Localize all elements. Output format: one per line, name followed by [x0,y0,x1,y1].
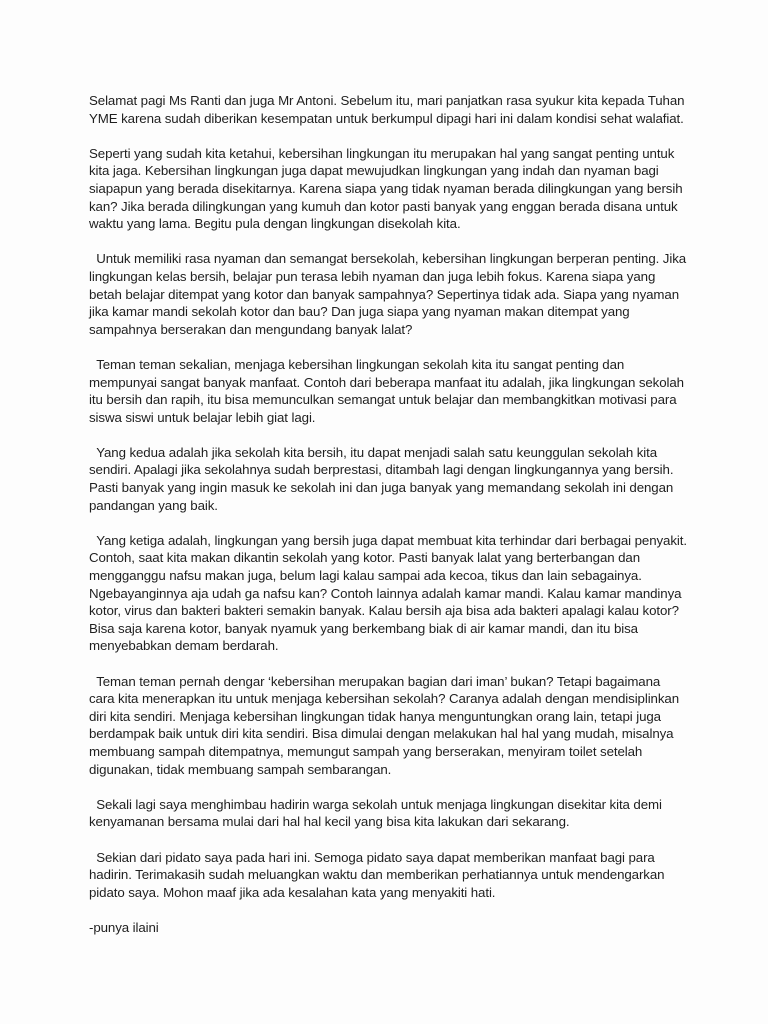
paragraph-benefit-one: Teman teman sekalian, menjaga kebersihan lingkungan sekolah kita itu sangat penting dan mempunyai sangat banyak manfaat. Contoh dari beberapa manfaat itu adalah, jika lingkungan sekolah itu bersih dan rapih, itu bisa memunculkan semangat untuk belajar dan membangkitkan motivasi para siswa siswi untuk belajar lebih giat lagi. [89,356,688,425]
author-signature: -punya ilaini [89,919,159,935]
paragraph-benefit-three: Yang ketiga adalah, lingkungan yang bersih juga dapat membuat kita terhindar dari berbagai penyakit. Contoh, saat kita makan dikantin sekolah yang kotor. Pasti banyak lalat yang berterbangan dan mengganggu nafsu makan juga, belum lagi kalau sampai ada kecoa, tikus dan lain sebagainya. Ngebayanginnya aja udah ga nafsu kan? Contoh lainnya adalah kamar mandi. Kalau kamar mandinya kotor, virus dan bakteri bakteri semakin banyak. Kalau bersih aja bisa ada bakteri apalagi kalau kotor? Bisa saja karena kotor, banyak nyamuk yang berkembang biak di air kamar mandi, dan itu bisa menyebabkan demam berdarah. [89,532,691,654]
paragraph-benefit-two: Yang kedua adalah jika sekolah kita bersih, itu dapat menjadi salah satu keunggulan sekolah kita sendiri. Apalagi jika sekolahnya sudah berprestasi, ditambah lagi dengan lingkungannya yang bersih. Pasti banyak yang ingin masuk ke sekolah ini dan juga banyak yang memandang sekolah ini dengan pandangan yang baik. [89,444,678,513]
paragraph-comfort: Untuk memiliki rasa nyaman dan semangat bersekolah, kebersihan lingkungan berperan penting. Jika lingkungan kelas bersih, belajar pun terasa lebih nyaman dan juga lebih fokus. Karena siapa yang betah belajar ditempat yang kotor dan banyak sampahnya? Sepertinya tidak ada. Siapa yang nyaman jika kamar mandi sekolah kotor dan bau? Dan juga siapa yang nyaman makan ditempat yang sampahnya berserakan dan mengundang banyak lalat? [89,251,690,337]
paragraph-intro: Seperti yang sudah kita ketahui, kebersihan lingkungan itu merupakan hal yang sangat penting untuk kita jaga. Kebersihan lingkungan juga dapat mewujudkan lingkungan yang indah dan nyaman bagi siapapun yang berada disekitarnya. Karena siapa yang tidak nyaman berada dilingkungan yang bersih kan? Jika berada dilingkungan yang kumuh dan kotor pasti banyak yang enggan berada disana untuk waktu yang lama. Begitu pula dengan lingkungan disekolah kita. [89,145,687,232]
paragraph-closing: Sekian dari pidato saya pada hari ini. Semoga pidato saya dapat memberikan manfaat bagi para hadirin. Terimakasih sudah meluangkan waktu dan memberikan perhatiannya untuk mendengarkan pidato saya. Mohon maaf jika ada kesalahan kata yang menyakiti hati. [89,849,669,900]
paragraph-greeting: Selamat pagi Ms Ranti dan juga Mr Antoni. Sebelum itu, mari panjatkan rasa syukur kita kepada Tuhan YME karena sudah diberikan kesempatan untuk berkumpul dipagi hari ini dalam kondisi sehat walafiat. [89,93,688,126]
paragraph-discipline: Teman teman pernah dengar ‘kebersihan merupakan bagian dari iman’ bukan? Tetapi bagaimana cara kita menerapkan itu untuk menjaga kebersihan sekolah? Caranya adalah dengan mendisiplinkan diri kita sendiri. Menjaga kebersihan lingkungan tidak hanya menguntungkan orang lain, tetapi juga berdampak baik untuk diri kita sendiri. Bisa dimulai dengan melakukan hal hal yang mudah, misalnya membuang sampah ditempatnya, memungut sampah yang berserakan, menyiram toilet setelah digunakan, tidak membuang sampah sembarangan. [89,673,683,777]
speech-text [89,92,689,937]
paragraph-appeal: Sekali lagi saya menghimbau hadirin warga sekolah untuk menjaga lingkungan disekitar kita demi kenyamanan bersama mulai dari hal hal kecil yang bisa kita lakukan dari sekarang. [89,796,666,830]
